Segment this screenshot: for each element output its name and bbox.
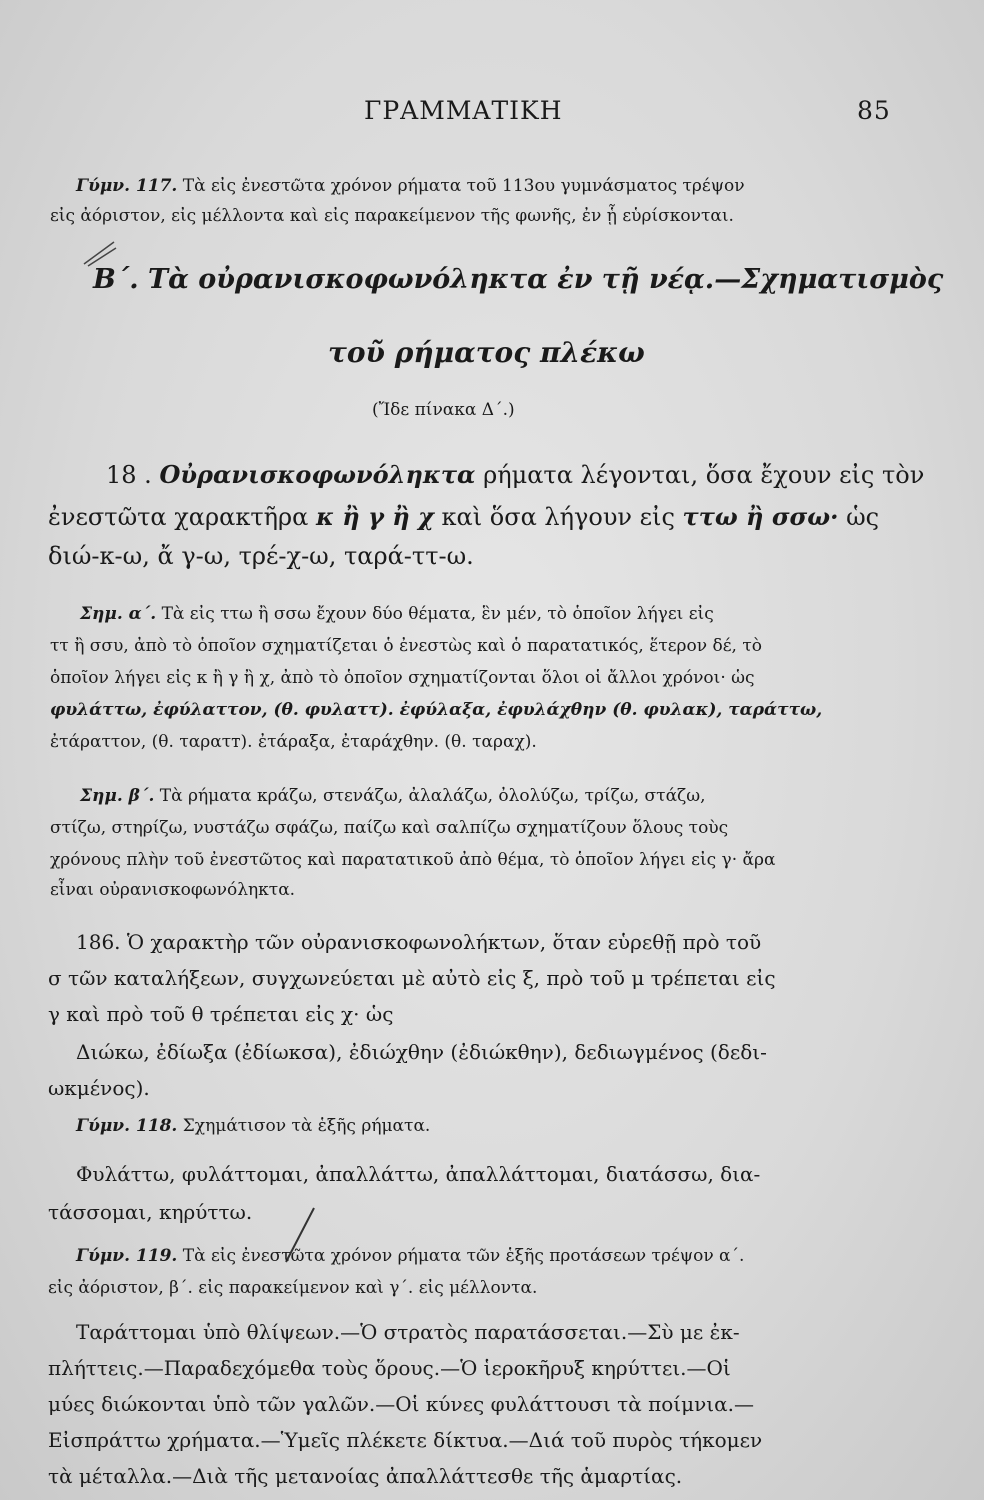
note-beta-text1: Τὰ ρήματα κράζω, στενάζω, ἀλαλάζω, ὀλολύζω, τρίζω, στάζω,	[159, 786, 706, 806]
exercise-117-text1: Τὰ εἰς ἐνεστῶτα χρόνον ρήματα τοῦ 113ου γυμνάσματος τρέψον	[182, 176, 745, 196]
section-title-line2: τοῦ ρήματος πλέκω	[328, 336, 645, 369]
exercise-118-line2: Φυλάττω, φυλάττομαι, ἀπαλλάττω, ἀπαλλάττομαι, διατάσσω, δια-	[76, 1162, 761, 1186]
note-alpha-text1: Τὰ εἰς ττω ἢ σσω ἔχουν δύο θέματα, ἓν μέν, τὸ ὁποῖον λήγει εἰς	[161, 604, 714, 624]
exercise-118-label: Γύμν. 118.	[76, 1116, 178, 1136]
paragraph-185-text2d: ττω ἢ σσω·	[682, 502, 839, 531]
paragraph-186-line3: γ καὶ πρὸ τοῦ θ τρέπεται εἰς χ· ὡς	[48, 1002, 394, 1026]
paragraph-185-text2a: ἐνεστῶτα χαρακτῆρα	[48, 503, 309, 531]
note-beta-line1	[80, 786, 706, 806]
exercise-117-label: Γύμν. 117.	[76, 176, 178, 196]
exercise-119-label: Γύμν. 119.	[76, 1246, 178, 1266]
paragraph-185-term: Οὐρανισκοφωνόληκτα	[159, 460, 476, 489]
exercise-119-text1: Τὰ εἰς ἐνεστῶτα χρόνον ρήματα τῶν ἑξῆς προτάσεων τρέψον α΄.	[182, 1246, 745, 1266]
exercise-119-line1	[76, 1246, 744, 1266]
note-beta-line4: εἶναι οὐρανισκοφωνόληκτα.	[50, 880, 296, 900]
section-title-line1: Β΄. Τὰ οὐρανισκοφωνόληκτα ἐν τῇ νέᾳ.—Σχηματισμὸς	[93, 264, 944, 295]
sentences-line3: μύες διώκονται ὑπὸ τῶν γαλῶν.—Οἱ κύνες φυλάττουσι τὰ ποίμνια.—	[48, 1392, 754, 1416]
paragraph-185-number: 18 .	[106, 461, 152, 489]
page-header-title: ΓΡΑΜΜΑΤΙΚΗ	[364, 96, 563, 125]
note-alpha-line3: ὁποῖον λήγει εἰς κ ἢ γ ἢ χ, ἀπὸ τὸ ὁποῖον σχηματίζονται ὅλοι οἱ ἄλλοι χρόνοι· ὡς	[50, 668, 755, 688]
exercise-118-line1	[76, 1116, 430, 1136]
note-beta-line3: χρόνους πλὴν τοῦ ἐνεστῶτος καὶ παρατατικοῦ ἀπὸ θέμα, τὸ ὁποῖον λήγει εἰς γ· ἄρα	[50, 850, 776, 870]
note-alpha-line2: ττ ἢ σσυ, ἀπὸ τὸ ὁποῖον σχηματίζεται ὁ ἐνεστὼς καὶ ὁ παρατατικός, ἕτερον δέ, τὸ	[50, 636, 763, 656]
paragraph-185-text1: ρήματα λέγονται, ὅσα ἔχουν εἰς τὸν	[483, 461, 925, 489]
exercise-118-line3: τάσσομαι, κηρύττω.	[48, 1200, 253, 1224]
page-number: 85	[857, 96, 891, 125]
paragraph-185-line1	[106, 460, 924, 489]
note-alpha-line4: φυλάττω, ἐφύλαττον, (θ. φυλαττ). ἐφύλαξα, ἐφυλάχθην (θ. φυλακ), ταράττω,	[50, 700, 823, 720]
paragraph-185-text2c: καὶ ὅσα λήγουν εἰς	[441, 503, 675, 531]
paragraph-185-line3: διώ-κ-ω, ἄ γ-ω, τρέ-χ-ω, ταρά-ττ-ω.	[48, 542, 474, 570]
exercise-119-line2: εἰς ἀόριστον, β΄. εἰς παρακείμενον καὶ γ΄. εἰς μέλλοντα.	[48, 1278, 538, 1298]
paragraph-186-line2: σ τῶν καταλήξεων, συγχωνεύεται μὲ αὐτὸ εἰς ξ, πρὸ τοῦ μ τρέπεται εἰς	[48, 966, 776, 990]
paragraph-185-line2	[48, 502, 879, 531]
note-beta-label: Σημ. β΄.	[80, 786, 155, 806]
sentences-line5: τὰ μέταλλα.—Διὰ τῆς μετανοίας ἀπαλλάττεσθε τῆς ἁμαρτίας.	[48, 1464, 683, 1488]
paragraph-186-line4: Διώκω, ἐδίωξα (ἐδίωκσα), ἐδιώχθην (ἐδιώκθην), δεδιωγμένος (δεδι-	[76, 1040, 767, 1064]
note-alpha-line1	[80, 604, 714, 624]
paragraph-186-line1: 186. Ὁ χαρακτὴρ τῶν οὐρανισκοφωνολήκτων, ὅταν εὑρεθῇ πρὸ τοῦ	[76, 930, 762, 954]
paragraph-186-line5: ωκμένος).	[48, 1076, 150, 1100]
paragraph-185-text2b: κ ἢ γ ἢ χ	[315, 502, 434, 531]
exercise-117-line2: εἰς ἀόριστον, εἰς μέλλοντα καὶ εἰς παρακείμενον τῆς φωνῆς, ἐν ᾗ εὑρίσκονται.	[50, 206, 734, 226]
note-beta-line2: στίζω, στηρίζω, νυστάζω σφάζω, παίζω καὶ σαλπίζω σχηματίζουν ὅλους τοὺς	[50, 818, 729, 838]
paragraph-185-text2e: ὡς	[846, 503, 880, 531]
note-alpha-label: Σημ. α΄.	[80, 604, 157, 624]
sentences-line4: Εἰσπράττω χρήματα.—Ὑμεῖς πλέκετε δίκτυα.—Διά τοῦ πυρὸς τήκομεν	[48, 1428, 763, 1452]
sentences-line1: Ταράττομαι ὑπὸ θλίψεων.—Ὁ στρατὸς παρατάσσεται.—Σὺ με ἐκ-	[76, 1320, 740, 1344]
exercise-117-line1	[76, 176, 745, 196]
note-alpha-line5: ἐτάραττον, (θ. ταρατт). ἐτάραξα, ἐταράχθην. (θ. ταραχ).	[50, 732, 537, 752]
section-note: (Ἴδε πίνακα Δ΄.)	[372, 400, 515, 420]
exercise-118-text1: Σχημάτισον τὰ ἑξῆς ρήματα.	[182, 1116, 431, 1136]
sentences-line2: πλήττεις.—Παραδεχόμεθα τοὺς ὅρους.—Ὁ ἱεροκῆρυξ κηρύττει.—Οἱ	[48, 1356, 731, 1380]
